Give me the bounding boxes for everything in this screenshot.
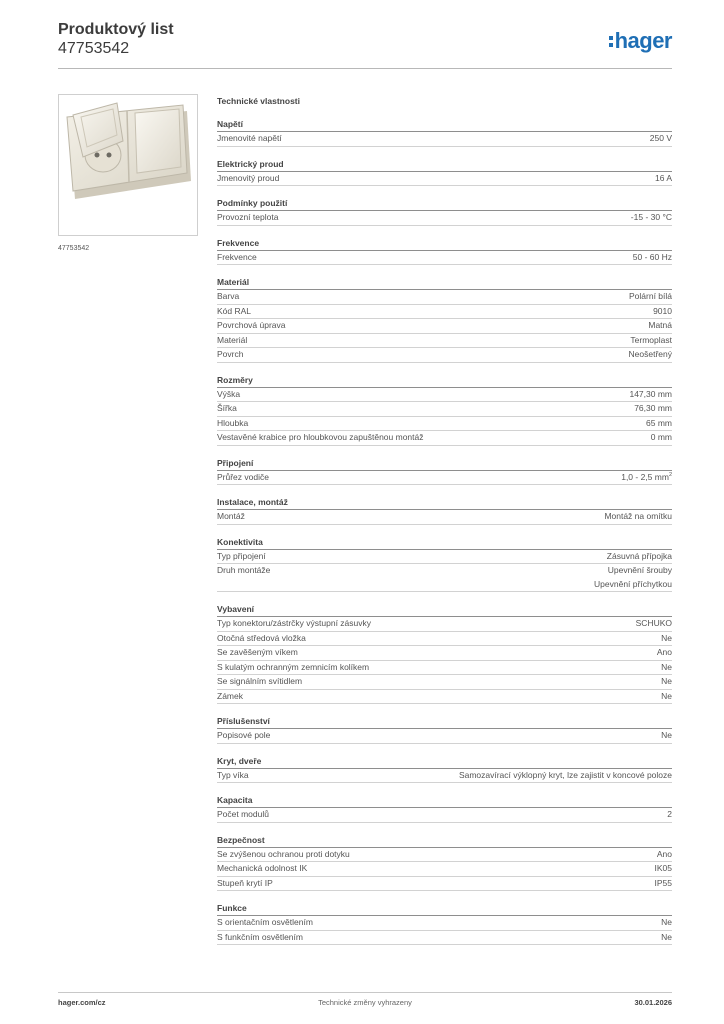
- spec-label: Hloubka: [217, 417, 249, 428]
- spec-groups: [217, 118, 672, 945]
- spec-group: [217, 158, 672, 187]
- spec-label: Typ konektoru/zástrčky výstupní zásuvky: [217, 618, 372, 628]
- spec-label: Se signálním svítidlem: [217, 676, 303, 686]
- spec-row: [217, 550, 672, 565]
- spec-label: S funkčním osvětlením: [217, 931, 303, 942]
- spec-row: [217, 808, 672, 823]
- spec-group-title: Funkce: [217, 902, 672, 916]
- spec-row: [217, 617, 672, 632]
- spec-label: Výška: [217, 388, 241, 399]
- spec-value-text: Montáž na omítku: [604, 511, 672, 521]
- spec-value: [657, 646, 672, 660]
- spec-label: Provozní teplota: [217, 212, 279, 222]
- spec-value: [650, 132, 672, 146]
- spec-row: [217, 388, 672, 403]
- spec-group: [217, 902, 672, 945]
- spec-row: [217, 690, 672, 705]
- spec-value: [653, 305, 672, 319]
- footer-date: 30.01.2026: [634, 998, 672, 1007]
- spec-value: [661, 931, 672, 945]
- spec-label: Kód RAL: [217, 305, 252, 316]
- spec-label: Povrch: [217, 349, 244, 359]
- spec-value: [651, 431, 672, 445]
- spec-group-title: Elektrický proud: [217, 158, 672, 172]
- spec-label: Šířka: [217, 403, 237, 413]
- spec-row: [217, 211, 672, 226]
- spec-value: [661, 729, 672, 743]
- spec-label: Jmenovité napětí: [217, 133, 282, 143]
- spec-group: [217, 496, 672, 525]
- spec-value-text: Matná: [648, 320, 672, 330]
- spec-value: [636, 617, 672, 631]
- spec-value: [646, 417, 672, 431]
- spec-group: [217, 834, 672, 892]
- spec-value-text: -15 - 30 °C: [630, 212, 672, 222]
- spec-row: [217, 729, 672, 744]
- spec-label: Zámek: [217, 690, 243, 701]
- footer: [58, 998, 672, 1010]
- spec-row: [217, 916, 672, 931]
- spec-row: [217, 675, 672, 690]
- spec-value: [631, 211, 672, 225]
- logo-text: hager: [614, 28, 672, 53]
- spec-row: [217, 769, 672, 784]
- spec-value-text: Ne: [661, 917, 672, 927]
- spec-group-title: Materiál: [217, 276, 672, 290]
- spec-group-title: Podmínky použití: [217, 197, 672, 211]
- spec-label: Barva: [217, 291, 240, 301]
- spec-row: [217, 632, 672, 647]
- spec-row: [217, 172, 672, 187]
- spec-value: [657, 848, 672, 862]
- spec-label: Stupeň krytí IP: [217, 877, 273, 888]
- spec-group-title: Příslušenství: [217, 715, 672, 729]
- spec-value-text: 16 A: [654, 172, 672, 183]
- spec-value-text: Polární bílá: [629, 291, 672, 301]
- spec-value: [661, 632, 672, 646]
- spec-value-text: 1,0 - 2,5 mm: [621, 471, 669, 482]
- spec-label: Se zvýšenou ochranou proti dotyku: [217, 848, 350, 859]
- spec-group-title: Vybavení: [217, 603, 672, 617]
- spec-value: [667, 808, 672, 822]
- spec-value: [655, 862, 673, 876]
- spec-row: [217, 334, 672, 349]
- spec-value: [621, 471, 672, 485]
- spec-value-text: IP55: [654, 877, 672, 888]
- spec-value: [655, 172, 672, 186]
- spec-value: [629, 290, 672, 304]
- spec-value-text: SCHUKO: [635, 618, 672, 628]
- product-image: [58, 94, 198, 236]
- spec-value: [629, 348, 672, 362]
- spec-label: Popisové pole: [217, 730, 271, 740]
- spec-group-title: Rozměry: [217, 374, 672, 388]
- hager-logo: [609, 28, 672, 54]
- spec-group-title: Kapacita: [217, 794, 672, 808]
- spec-label: Materiál: [217, 334, 248, 345]
- spec-row: [217, 471, 672, 486]
- spec-value-text: 250 V: [649, 133, 672, 143]
- spec-value-text: 147,30 mm: [629, 388, 672, 399]
- spec-group: [217, 197, 672, 226]
- spec-value: [661, 661, 672, 675]
- spec-label: Se zavěšeným víkem: [217, 647, 298, 657]
- spec-value-text: 76,30 mm: [634, 403, 672, 413]
- spec-value-text: Ne: [661, 690, 672, 701]
- spec-row: [217, 348, 672, 363]
- spec-value-text: Ne: [661, 661, 672, 672]
- spec-value: [655, 877, 673, 891]
- spec-group-title: Napětí: [217, 118, 672, 132]
- spec-row: [217, 417, 672, 432]
- spec-value-text: 50 - 60 Hz: [632, 251, 672, 262]
- spec-row: [217, 251, 672, 266]
- spec-value-text: Ne: [661, 676, 672, 686]
- spec-value: [648, 319, 672, 333]
- spec-row: [217, 132, 672, 147]
- spec-group-title: Frekvence: [217, 237, 672, 251]
- spec-group: [217, 237, 672, 266]
- spec-row: [217, 431, 672, 446]
- spec-value-text: IK05: [654, 863, 672, 873]
- spec-group-title: Konektivita: [217, 536, 672, 550]
- spec-row: [217, 848, 672, 863]
- spec-value-text: Neošetřený: [628, 349, 672, 359]
- spec-label: Vestavěné krabice pro hloubkovou zapuštěnou montáž: [217, 432, 424, 442]
- spec-group-title: Kryt, dveře: [217, 755, 672, 769]
- spec-row: [217, 402, 672, 417]
- spec-group: [217, 715, 672, 744]
- spec-row: [217, 862, 672, 877]
- footer-divider: [58, 992, 672, 993]
- spec-value-text: Termoplast: [630, 334, 672, 345]
- spec-value-text: 2: [667, 809, 672, 819]
- spec-label: Typ víka: [217, 769, 249, 780]
- spec-label: Povrchová úprava: [217, 320, 286, 330]
- spec-value-superscript: 2: [668, 471, 672, 478]
- spec-value-text: Ano: [656, 848, 672, 859]
- spec-value-text: Ne: [661, 931, 672, 942]
- technical-specs: [217, 96, 672, 956]
- spec-group: [217, 794, 672, 823]
- spec-value: [634, 402, 672, 416]
- spec-group: [217, 755, 672, 784]
- spec-row: [217, 510, 672, 525]
- spec-value-text: Zásuvná přípojka: [606, 550, 672, 561]
- spec-label: Mechanická odolnost IK: [217, 863, 308, 873]
- spec-row: [217, 661, 672, 676]
- footer-website: hager.com/cz: [58, 998, 106, 1007]
- footer-notice: Technické změny vyhrazeny: [318, 998, 412, 1007]
- spec-value-text: Ne: [661, 730, 672, 740]
- spec-group: [217, 536, 672, 593]
- spec-label: Jmenovitý proud: [217, 172, 280, 183]
- spec-label: Počet modulů: [217, 809, 269, 819]
- spec-value: [661, 916, 672, 930]
- spec-value-text-secondary: Upevnění příchytkou: [594, 578, 672, 589]
- spec-row: [217, 931, 672, 946]
- spec-value: [459, 769, 672, 783]
- spec-row: [217, 305, 672, 320]
- spec-value: [607, 550, 672, 564]
- spec-value: [594, 564, 672, 591]
- spec-label: Frekvence: [217, 251, 257, 262]
- spec-label: Druh montáže: [217, 565, 271, 575]
- spec-group: [217, 457, 672, 486]
- header-divider: [58, 68, 672, 69]
- spec-group-title: Instalace, montáž: [217, 496, 672, 510]
- spec-group: [217, 118, 672, 147]
- spec-label: Průřez vodiče: [217, 471, 269, 482]
- spec-group: [217, 276, 672, 363]
- document-header: [58, 20, 672, 70]
- spec-group: [217, 374, 672, 446]
- spec-value: [661, 675, 672, 689]
- spec-group-title: Bezpečnost: [217, 834, 672, 848]
- spec-value: [629, 388, 672, 402]
- spec-value-text: Samozavírací výklopný kryt, lze zajistit v koncové poloze: [458, 769, 672, 780]
- page-title: Produktový list: [58, 21, 174, 38]
- spec-value-text: 0 mm: [650, 432, 672, 442]
- double-socket-with-hinged-lid-image: [59, 95, 197, 235]
- product-number: 47753542: [58, 40, 130, 57]
- spec-row: [217, 564, 672, 592]
- logo-dots-icon: [609, 36, 613, 47]
- image-caption: 47753542: [58, 245, 90, 252]
- spec-label: Typ připojení: [217, 550, 266, 561]
- spec-label: Otočná středová vložka: [217, 632, 306, 643]
- spec-value-text: 65 mm: [646, 417, 672, 428]
- specs-title: Technické vlastnosti: [217, 96, 300, 106]
- spec-value-text: Upevnění šrouby: [607, 565, 672, 575]
- spec-group: [217, 603, 672, 704]
- spec-row: [217, 877, 672, 892]
- spec-label: Montáž: [217, 511, 245, 521]
- spec-value: [661, 690, 672, 704]
- spec-label: S kulatým ochranným zemnicím kolíkem: [217, 661, 370, 672]
- spec-value: [604, 510, 672, 524]
- spec-row: [217, 646, 672, 661]
- spec-row: [217, 319, 672, 334]
- spec-value: [633, 251, 672, 265]
- spec-label: S orientačním osvětlením: [217, 917, 313, 927]
- spec-value-text: 9010: [653, 305, 672, 316]
- spec-value-text: Ano: [656, 647, 672, 657]
- spec-value-text: Ne: [661, 632, 672, 643]
- spec-value: [630, 334, 672, 348]
- spec-row: [217, 290, 672, 305]
- spec-group-title: Připojení: [217, 457, 672, 471]
